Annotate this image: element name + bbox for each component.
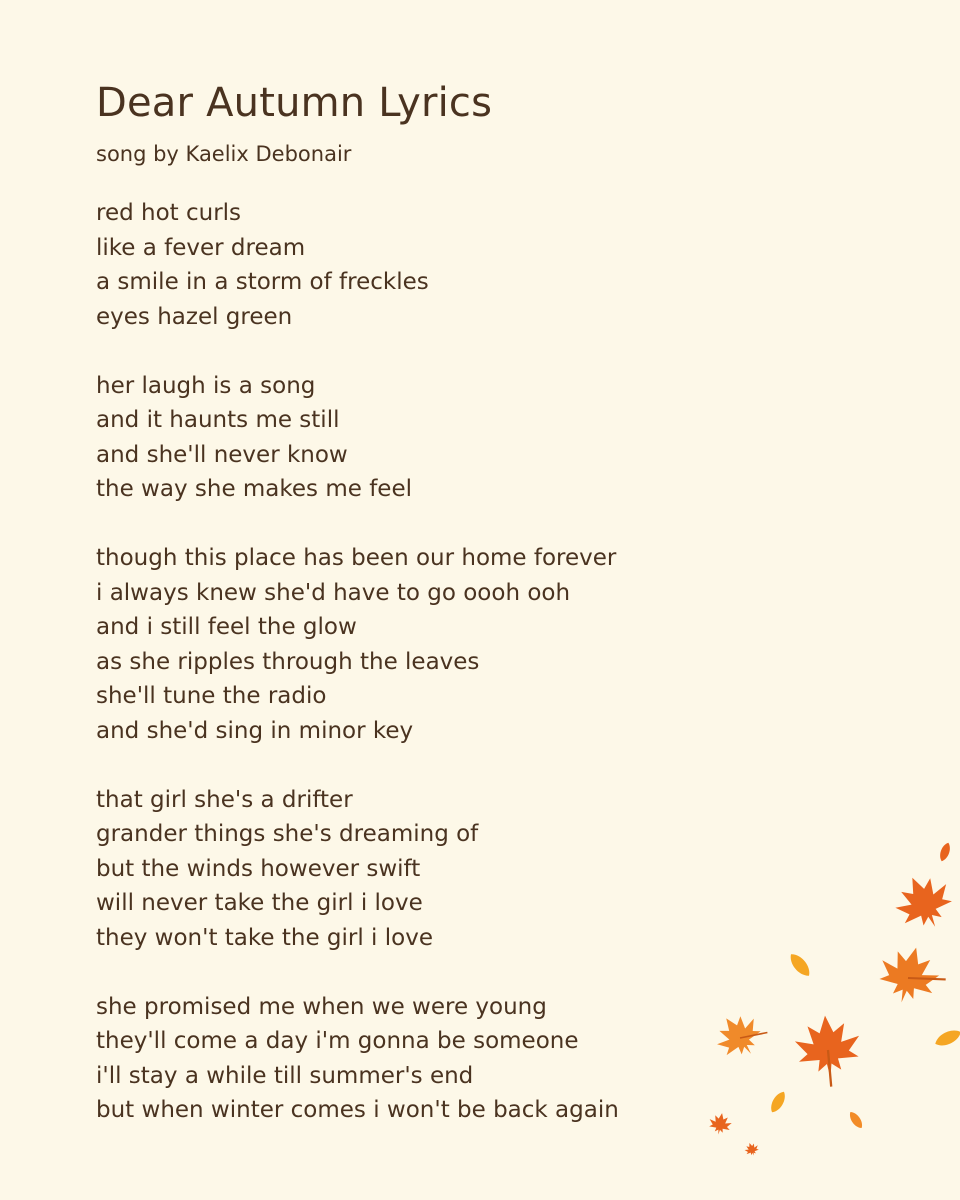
lyric-line: that girl she's a drifter (96, 786, 353, 813)
song-credit: song by Kaelix Debonair (96, 142, 352, 166)
lyric-line: and it haunts me still (96, 407, 340, 433)
lyric-line: the way she makes me feel (96, 476, 413, 502)
autumn-leaves-icon (690, 840, 960, 1170)
maple-leaf-icon (707, 1111, 733, 1136)
maple-leaf-icon (708, 1004, 772, 1067)
lyric-line: but when winter comes i won't be back again (96, 1097, 619, 1123)
maple-leaf-icon (793, 1013, 863, 1090)
stanza (96, 196, 816, 334)
lyric-line: will never take the girl i love (96, 890, 423, 916)
leaf-icon (933, 1027, 960, 1050)
maple-leaf-icon (743, 1141, 761, 1158)
lyric-line: i'll stay a while till summer's end (96, 1062, 474, 1089)
lyric-line: and she'd sing in minor key (96, 717, 414, 744)
lyric-line: they'll come a day i'm gonna be someone (96, 1028, 579, 1054)
lyric-line: and she'll never know (96, 441, 348, 468)
lyric-line: though this place has been our home forever (96, 545, 617, 571)
lyric-line: her laugh is a song (96, 372, 316, 399)
stanza (96, 541, 816, 748)
lyric-line: red hot curls (96, 200, 242, 226)
lyric-line: as she ripples through the leaves (96, 648, 480, 675)
maple-leaf-icon (887, 866, 960, 939)
leaf-icon (938, 841, 953, 862)
lyric-line: eyes hazel green (96, 303, 293, 330)
lyric-line: and i still feel the glow (96, 614, 357, 640)
leaf-icon (847, 1110, 865, 1131)
page-title: Dear Autumn Lyrics (96, 80, 493, 126)
lyric-line: she promised me when we were young (96, 993, 547, 1020)
lyric-line: but the winds however swift (96, 855, 421, 882)
lyric-line: they won't take the girl i love (96, 924, 433, 951)
lyric-line: a smile in a storm of freckles (96, 269, 429, 295)
leaf-icon (786, 950, 813, 979)
stanza (96, 369, 816, 507)
lyric-line: she'll tune the radio (96, 683, 327, 709)
maple-leaf-icon (873, 940, 952, 1012)
leaf-icon (768, 1089, 789, 1115)
lyric-line: grander things she's dreaming of (96, 821, 479, 847)
lyric-line: i always knew she'd have to go oooh ooh (96, 579, 571, 606)
lyric-line: like a fever dream (96, 234, 306, 261)
